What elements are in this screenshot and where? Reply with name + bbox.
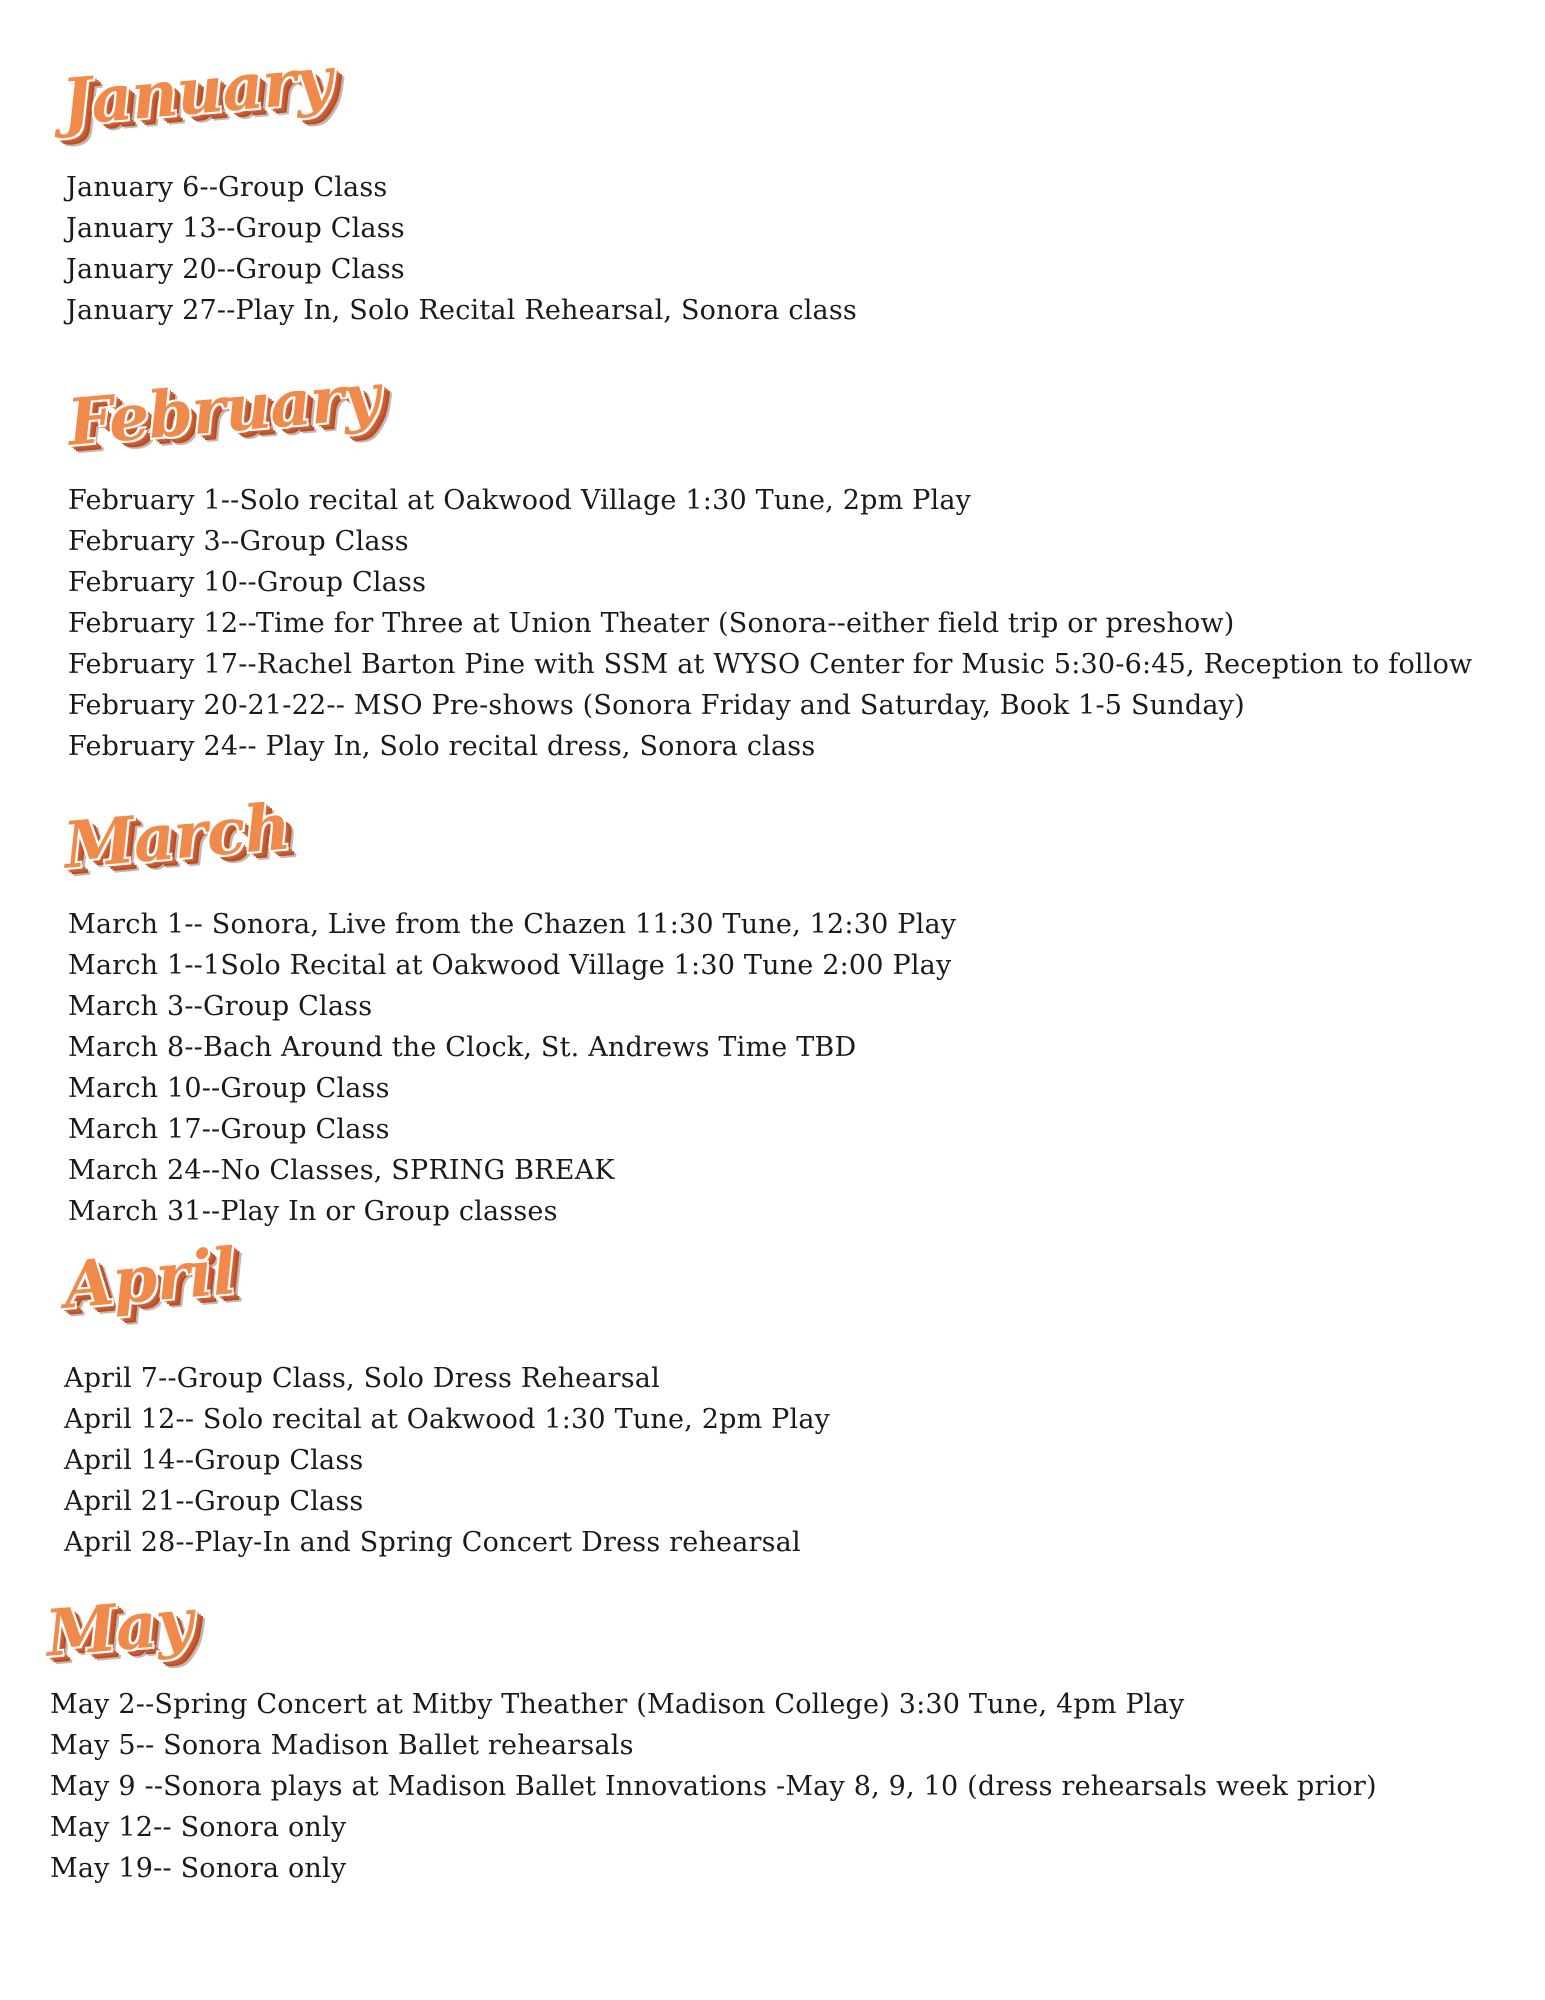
event-list — [64, 1358, 830, 1563]
event-item: February 20-21-22-- MSO Pre-shows (Sonora Friday and Saturday, Book 1-5 Sunday) — [68, 690, 1245, 721]
event-item: January 6--Group Class — [66, 172, 388, 203]
event-list — [50, 1684, 1377, 1889]
event-item: February 12--Time for Three at Union Theater (Sonora--either field trip or preshow) — [68, 608, 1235, 639]
event-item: March 1--1Solo Recital at Oakwood Village 1:30 Tune 2:00 Play — [68, 950, 952, 981]
event-list — [68, 904, 956, 1232]
event-list — [68, 480, 1472, 767]
event-item: May 12-- Sonora only — [50, 1812, 347, 1843]
event-item: March 17--Group Class — [68, 1114, 390, 1145]
event-item: January 13--Group Class — [66, 213, 405, 244]
month-heading: March — [60, 789, 293, 884]
event-item: May 9 --Sonora plays at Madison Ballet Innovations -May 8, 9, 10 (dress rehearsals week prior) — [50, 1771, 1377, 1802]
month-heading: April — [60, 1234, 239, 1324]
event-item: May 19-- Sonora only — [50, 1853, 347, 1884]
event-item: May 2--Spring Concert at Mitby Theather (Madison College) 3:30 Tune, 4pm Play — [50, 1689, 1185, 1720]
event-item: March 10--Group Class — [68, 1073, 390, 1104]
month-heading: May — [42, 1584, 196, 1672]
event-item: April 7--Group Class, Solo Dress Rehearsal — [64, 1363, 660, 1394]
month-heading: February — [64, 358, 383, 461]
event-item: January 20--Group Class — [66, 254, 405, 285]
event-item: March 3--Group Class — [68, 991, 373, 1022]
month-heading: January — [58, 42, 335, 141]
event-item: May 5-- Sonora Madison Ballet rehearsals — [50, 1730, 634, 1761]
event-item: March 1-- Sonora, Live from the Chazen 11:30 Tune, 12:30 Play — [68, 909, 957, 940]
event-item: February 10--Group Class — [68, 567, 427, 598]
event-list — [66, 167, 857, 331]
event-item: April 12-- Solo recital at Oakwood 1:30 Tune, 2pm Play — [64, 1404, 831, 1435]
event-item: February 17--Rachel Barton Pine with SSM at WYSO Center for Music 5:30-6:45, Reception to follow — [68, 649, 1473, 680]
event-item: April 14--Group Class — [64, 1445, 364, 1476]
event-item: March 31--Play In or Group classes — [68, 1196, 558, 1227]
event-item: February 3--Group Class — [68, 526, 409, 557]
event-item: January 27--Play In, Solo Recital Rehearsal, Sonora class — [66, 295, 857, 326]
event-item: February 1--Solo recital at Oakwood Village 1:30 Tune, 2pm Play — [68, 485, 972, 516]
event-item: March 24--No Classes, SPRING BREAK — [68, 1155, 615, 1186]
event-item: March 8--Bach Around the Clock, St. Andrews Time TBD — [68, 1032, 857, 1063]
event-item: April 28--Play-In and Spring Concert Dress rehearsal — [64, 1527, 801, 1558]
event-item: April 21--Group Class — [64, 1486, 364, 1517]
event-item: February 24-- Play In, Solo recital dress, Sonora class — [68, 731, 816, 762]
